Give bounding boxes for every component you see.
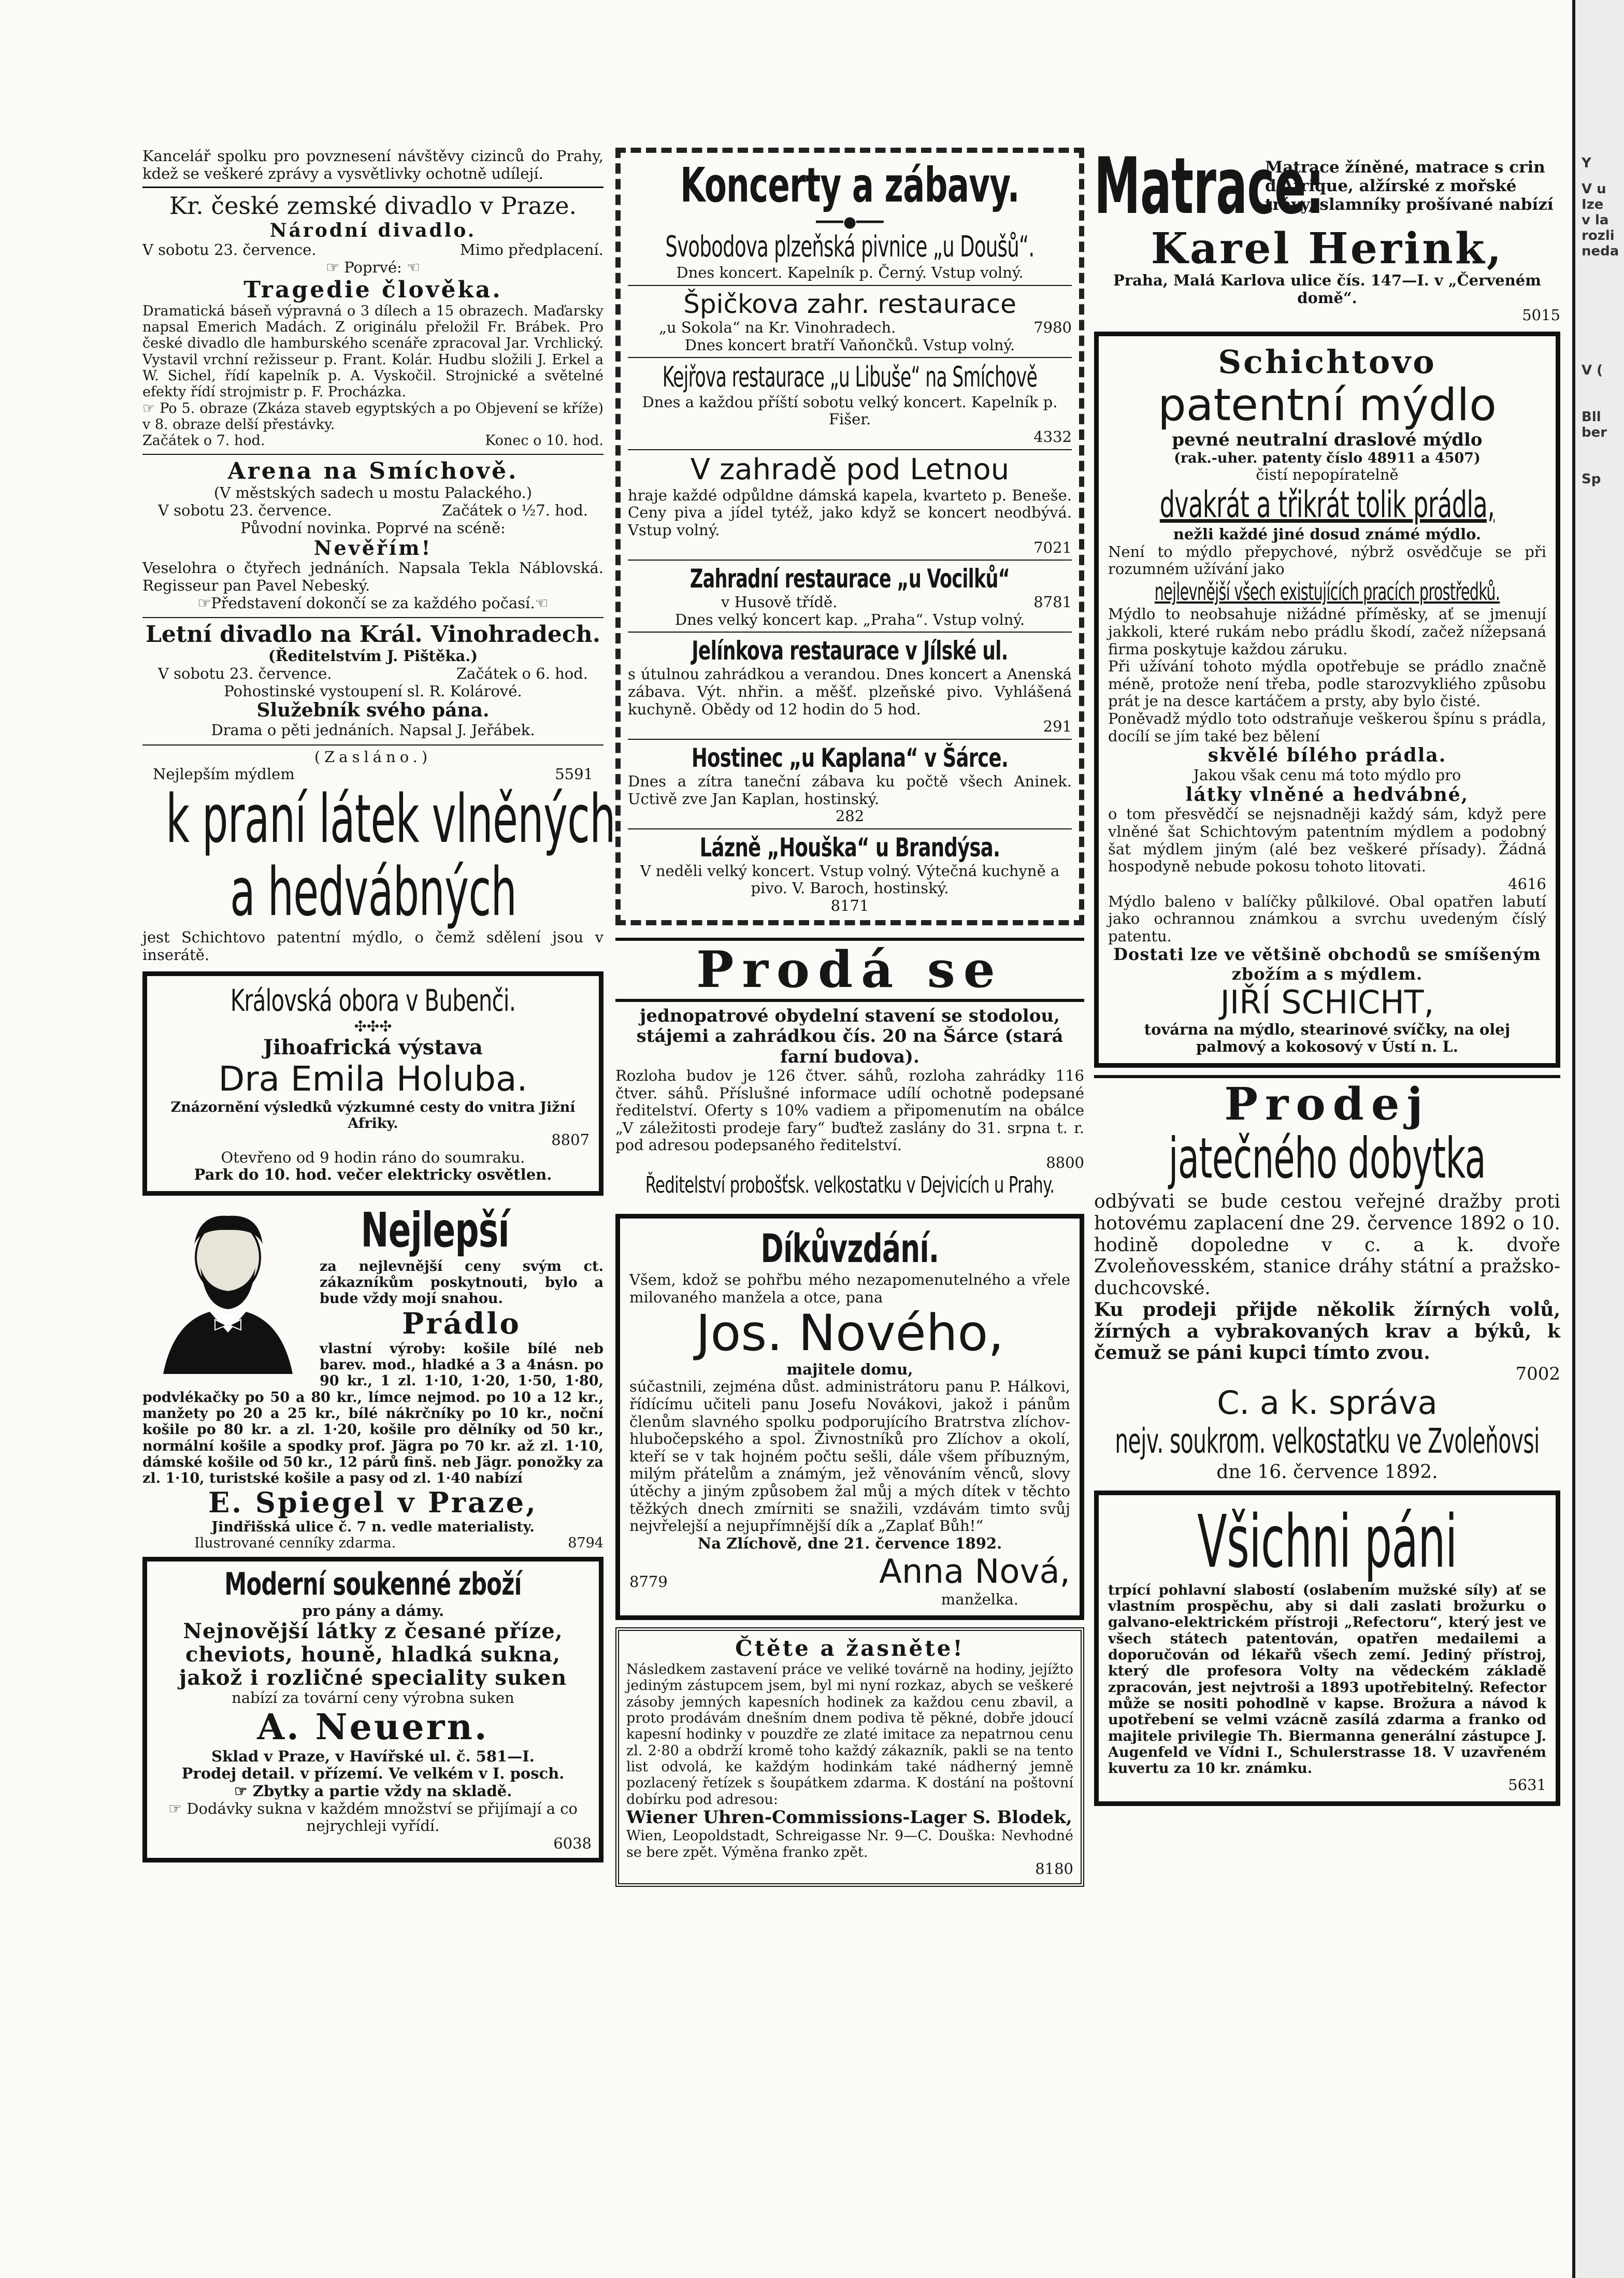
column-left (142, 147, 615, 1870)
divider (628, 285, 1072, 286)
spiegel-address: Jindřišská ulice č. 7 n. vedle materialisty. (211, 1519, 535, 1536)
mattress-title: Matrace: (1094, 141, 1325, 232)
divider (628, 632, 1072, 633)
concerts-section (615, 148, 1084, 925)
ad-number: 8180 (1035, 1860, 1073, 1878)
sale-details: Rozloha budov je 126 čtver. sáhů, rozloha zahrádky 116 čtver. sáhů. Příslušné informace udílí ochotně podepsané ředitelství. Oferty s 10% vadiem a připomenutím na obálce „V záležitosti prodeje fary“ buďtež zaslány do 31. srpna t. r. pod adresou podepsaného ředitelství. (615, 1066, 1084, 1154)
ad-number: 5591 (555, 765, 593, 783)
ad-number: 291 (1043, 718, 1072, 736)
cattle-text: odbývati se bude cestou veřejné dražby proti hotovému zaplacení dne 29. července 1892 o 10. hodině dopoledne v c. a k. dvoře Zvoleňovesském, stanice dráhy státní a pražsko-duchcovské. (1094, 1191, 1560, 1299)
ad-number: 4616 (1508, 875, 1546, 893)
summer-theatre-date: V sobotu 23. července. (158, 664, 332, 682)
schicht-subtitle: pevné neutralní draslové mýdlo (1172, 429, 1483, 450)
schicht-firm: JIŘÍ SCHICHT, (1220, 983, 1434, 1021)
exhibition-subtitle: Jihoafrická výstava (263, 1035, 483, 1059)
hand-pointer-icon: ☜ (535, 594, 549, 612)
venue-libuse-text: Dnes a každou příští sobotu velký koncert. Kapelník p. Fišer. (642, 393, 1058, 428)
divider (615, 999, 1084, 1002)
sent-header: (Zasláno.) (314, 748, 432, 766)
venue-kaplan-title: Hostinec „u Kaplana“ v Šárce. (691, 742, 1009, 773)
schicht-text-2: Mýdlo to neobsahuje nižádné příměsky, ať se jmenují jakkoli, které rukám nebo prádlu škodí, začež nížepsaná firma poskytuje každou záruku. (1108, 605, 1546, 658)
schicht-text-3: Při užívání tohoto mýdla opotřebuje se prádlo značně méně, protože není třeba, podle starozvykliého způsobu prát je na desce kartáčem a prsty, aby bylo čisté. (1108, 657, 1546, 710)
divider (142, 454, 603, 455)
spiegel-ad (142, 1203, 603, 1552)
ornament-divider: ━━━●━━━ (816, 212, 884, 231)
ad-number: 5631 (1508, 1776, 1546, 1794)
summer-theatre-start: Začátek o 6. hod. (456, 664, 588, 682)
ad-number: 282 (835, 807, 865, 825)
schicht-text-5: Jakou však cenu má toto mýdlo pro (1193, 766, 1461, 784)
spiegel-intro: za nejlevnější ceny svým ct. zákazníkům poskytnouti, bylo a bude vždy mojí snahou. (320, 1258, 603, 1307)
spiegel-headline: Nejlepší (361, 1203, 509, 1258)
theatre-first-label (142, 259, 603, 277)
ad-number: 8779 (629, 1573, 668, 1591)
venue-jelinek-title: Jelínkova restaurace v Jílské ul. (692, 636, 1008, 666)
arena-date: V sobotu 23. července. (158, 502, 332, 520)
watch-firm: Wiener Uhren-Commissions-Lager S. Blodek, (626, 1807, 1072, 1828)
divider (1094, 1075, 1560, 1078)
theatre-description: Dramatická báseň výpravná o 3 dílech a 15 obrazech. Maďarsky napsal Emerich Madách. Z originálu přeložil Fr. Brábek. Pro české divadlo dle hamburského scenáře zpracoval Jar. Vrchlický. Vystavil vrchní režisseur p. Frant. Kolár. Hudbu složili J. Erkel a W. Sichel, řídí kapelník p. A. Vyskočil. Strojnické a světelné efekty řídí strojmistr p. F. Procházka. (142, 303, 603, 400)
spiegel-pradlo: Prádlo (402, 1306, 521, 1341)
schicht-double: dvakrát a třikrát tolik prádla, (1159, 483, 1495, 526)
schicht-factory: továrna na mýdlo, stearinové svíčky, na olej palmový a kokosový v Ústí n. L. (1144, 1020, 1511, 1056)
sale-signature: Ředitelství probošťsk. velkostatku v Dejvicích u Prahy. (645, 1171, 1055, 1198)
edge-fragment: Y (1582, 155, 1591, 171)
schicht-white: skvělé bílého prádla. (1208, 744, 1447, 767)
theatre-note (142, 400, 603, 433)
ad-number: 8800 (1046, 1154, 1084, 1172)
venue-spicka-text: Dnes koncert bratří Vaňončků. Vstup volný. (684, 336, 1015, 354)
arena-title: Arena na Smíchově. (227, 458, 519, 485)
ornament-divider: ✣✣✣ (354, 1017, 392, 1035)
watch-sale-ad (615, 1627, 1084, 1886)
divider (628, 828, 1072, 829)
sale-title: Prodá se (696, 940, 1003, 999)
theatre-date: V sobotu 23. července. (142, 241, 317, 259)
venue-vocilka-sub: v Husově třídě. (721, 593, 838, 611)
cattle-text-2: Ku prodeji přijde několik žírných volů, žírných a vybrakovaných krav a býků, k čemuž se páni kupci tímto zvou. (1094, 1298, 1560, 1364)
neuern-delivery (154, 1800, 592, 1835)
spiegel-catalogue: Ilustrované cenníky zdarma. (194, 1535, 396, 1552)
schicht-soap-ad (1094, 332, 1560, 1068)
summer-theatre-guest: Pohostinské vystoupení sl. R. Kolárové. (224, 682, 522, 700)
mattress-ad (1094, 141, 1560, 324)
edge-fragment: ber (1582, 425, 1607, 440)
arena-location: (V městských sadech u mostu Palackého.) (213, 484, 533, 502)
edge-fragment: Bll (1582, 409, 1601, 425)
cattle-sale-ad (1094, 1075, 1560, 1483)
hand-pointer-icon: ☞ (142, 400, 155, 417)
schicht-text-7: Mýdlo baleno v balíčky půlkilové. Obal opatřen labutí jako ochrannou známkou a svrchu uvedeným číslý patentu. (1108, 892, 1546, 945)
schicht-text-1: Není to mýdlo přepychové, nýbrž osvědčuje se při rozumném užívání jako (1108, 542, 1546, 578)
national-theatre-ad (142, 192, 603, 449)
venue-libuse-title: Kejřova restaurace „u Libuše“ na Smíchově (662, 361, 1038, 394)
divider (628, 560, 1072, 561)
venue-houska-text: V neděli velký koncert. Vstup volný. Výtečná kuchyně a pivo. V. Baroch, hostinský. (640, 862, 1060, 897)
neuern-subtitle: pro pány a dámy. (301, 1602, 444, 1620)
exhibition-hours: Otevřeno od 9 hodin ráno do soumraku. (221, 1148, 525, 1166)
sent-text: jest Schichtovo patentní mýdlo, o čemž sdělení jsou v inserátě. (142, 928, 603, 964)
edge-fragment: V ( (1582, 363, 1603, 378)
summer-theatre-author: Drama o pěti jednáních. Napsal J. Jeřábek. (211, 721, 535, 739)
watch-title: Čtěte a žasněte! (735, 1636, 965, 1661)
delivery-text: Dodávky sukna v každém množství se přijímají a co nejrychleji vyřídí. (186, 1799, 578, 1835)
exhibition-park-hours: Park do 10. hod. večer elektricky osvětlen. (194, 1166, 552, 1184)
neuern-offer: Nejnovější látky z česané příze, cheviots, houně, hladká sukna, jakož i rozličné speciality suken (179, 1618, 567, 1690)
venue-spicka-title: Špičkova zahr. restaurace (683, 289, 1016, 319)
schicht-availability: Dostati lze ve většině obchodů se smíšeným zbožím a s mýdlem. (1113, 944, 1541, 984)
venue-vocilka-title: Zahradní restaurace „u Vocilků“ (689, 564, 1010, 594)
theatre-subscription: Mimo předplacení. (459, 241, 603, 259)
venue-letna-title: V zahradě pod Letnou (690, 452, 1010, 486)
deceased-occupation: majitele domu, (786, 1360, 913, 1378)
ad-number: 7980 (1033, 318, 1072, 336)
holub-exhibition-ad (142, 971, 603, 1196)
venue-houska-title: Lázně „Houška“ u Brandýsa. (699, 832, 1000, 863)
venue-letna-text: hraje každé odpůldne dámská kapela, kvarteto p. Beneše. Ceny piva a jídel tytéž, jako když se koncert neodbývá. Vstup volný. (628, 486, 1072, 539)
thanks-intro: Všem, kdož se pohřbu mého nezapomenutelného a vřele milovaného manžela a otce, pana (629, 1270, 1070, 1306)
watch-address: Wien, Leopoldstadt, Schreigasse Nr. 9—C. Douška: Nevhodné se bere zpět. Výměna franko zpět. (626, 1828, 1073, 1860)
edge-fragment: Ize (1582, 197, 1604, 212)
schicht-headline: patentní mýdlo (1158, 379, 1497, 431)
ad-number: 4332 (1033, 428, 1072, 446)
schicht-text-6: o tom přesvědčí se nejsnadněji každý sám, když pere vlněné šat Schichtovým patentním mýdlem a podobný šat mýdlem jiným (alé bez veškeré přísady). Žádná hospodyně nebude pokosu tohoto litovati. (1108, 805, 1546, 876)
venue-vocilka-text: Dnes velký koncert kap. „Praha“. Vstup volný. (674, 610, 1025, 628)
exhibition-name: Dra Emila Holuba. (218, 1058, 528, 1099)
neuern-title: Moderní soukenné zboží (224, 1566, 522, 1602)
venue-spicka-sub: „u Sokola“ na Kr. Vinohradech. (659, 318, 896, 336)
cattle-date: dne 16. července 1892. (1216, 1461, 1438, 1483)
theatre-title: Kr. české zemské divadlo v Praze. (169, 192, 577, 220)
note-text: Po 5. obraze (Zkáza staveb egyptských a po Objevení se kříže) v 8. obraze delší přestávky. (142, 400, 603, 433)
thanks-place-date: Na Zlíchově, dne 21. července 1892. (697, 1534, 1002, 1552)
ad-number: 6038 (553, 1834, 592, 1852)
tourism-office-notice: Kancelář spolku pro povznesení návštěvy cizinců do Prahy, kdež se veškeré zprávy a vysvětlivky ochotně udílejí. (142, 147, 603, 182)
refector-ad (1094, 1491, 1560, 1806)
deceased-name: Jos. Nového, (696, 1304, 1004, 1363)
ad-number: 8171 (830, 897, 869, 914)
divider (628, 449, 1072, 450)
cattle-signature-1: C. a k. správa (1217, 1384, 1438, 1422)
sale-farmhouse-ad (615, 938, 1084, 1198)
remnants-text: Zbytky a partie vždy na skladě. (252, 1782, 512, 1800)
concerts-title: Koncerty a zábavy. (680, 157, 1019, 213)
cattle-title: Prodej (1224, 1078, 1430, 1130)
exhibition-description: Znázornění výsledků výzkumné cesty do vnitra Jižní Afriky. (170, 1099, 576, 1131)
schicht-wool: látky vlněné a hedvábné, (1185, 783, 1469, 806)
neuern-address: Sklad v Praze, v Havířské ul. č. 581—I. (211, 1747, 535, 1765)
ad-number: 7002 (1515, 1364, 1560, 1385)
arena-ad (142, 458, 603, 612)
edge-fragment: neda (1582, 243, 1619, 259)
edge-fragment: v la (1582, 212, 1609, 228)
neuern-name: A. Neuern. (257, 1706, 489, 1748)
neuern-ad (142, 1557, 603, 1862)
ad-number: 8781 (1033, 593, 1072, 611)
venue-dousu-title: Svobodova plzeňská pivnice „u Doušů“. (665, 230, 1034, 264)
note-text: Představení dokončí se za každého počasí. (211, 594, 535, 612)
summer-theatre-director: (Ředitelstvím J. Pištěka.) (268, 647, 478, 665)
divider (628, 739, 1072, 740)
arena-description: Veselohra o čtyřech jednáních. Napsala Tekla Náblovská. Regisseur pan Pavel Nebeský. (142, 559, 603, 595)
schicht-patents: (rak.-uher. patenty číslo 48911 a 4507) (1174, 450, 1481, 466)
venue-dousu-text: Dnes koncert. Kapelník p. Černý. Vstup volný. (676, 264, 1024, 282)
spiegel-price-list: vlastní výroby: košile bílé neb barev. mod., hladké a 3 a 4násn. po 90 kr., 1 zl. 1·10, 1·20, 1·50, 1·80, podvlékačky po 50 a 80 kr., límce nejmod. po 10 a 12 kr., manžety po 20 a 25 kr., bílé nákrčníky po 10 kr., noční košile po 80 kr. a zl. 1·20, košile pro dělníky od 50 kr., normální košile a spodky prof. Jägra po 70 kr. až zl. 1·10, dámské košile od 50 kr., 12 párů finš. neb Jägr. ponožky za zl. 1·10, turistské košile a pasy od zl. 1·40 nabízí (142, 1340, 603, 1487)
schicht-cheapest: nejlevnější všech existujících pracích prostředků. (1154, 578, 1500, 606)
column-middle (615, 148, 1084, 1892)
exhibition-venue: Královská obora v Bubenči. (230, 982, 516, 1018)
theatre-start: Začátek o 7. hod. (142, 433, 265, 449)
edge-fragment: V u (1582, 181, 1606, 197)
hand-pointer-icon: ☞ (168, 1799, 182, 1817)
first-label: Poprvé: (344, 258, 402, 276)
schicht-cleans: čistí nepopíratelně (1256, 466, 1399, 484)
ad-number: 7021 (1033, 538, 1072, 556)
widow-role: manželka. (941, 1590, 1018, 1608)
silk-headline: a hedvábných (230, 853, 517, 931)
edge-fragment: rozli (1582, 228, 1615, 243)
schicht-text-4: Poněvadž mýdlo toto odstraňuje veškerou špínu s prádla, docílí se jím také bez bělení (1108, 710, 1546, 745)
mattress-address: Praha, Malá Karlova ulice čís. 147—I. v „Červeném domě“. (1113, 271, 1541, 307)
sent-notice (142, 748, 615, 964)
wool-headline: k praní látek vlněných (166, 780, 615, 858)
hand-pointer-icon: ☞ (326, 258, 339, 276)
summer-theatre-ad (142, 621, 603, 739)
best-soap-label: Nejlepším mýdlem (153, 765, 295, 783)
arena-weather-note (142, 595, 603, 612)
theatre-subtitle: Národní divadlo. (269, 219, 477, 241)
arena-play-title: Nevěřím! (313, 536, 433, 560)
cattle-signature-2: nejv. soukrom. velkostatku ve Zvoleňovsi (1115, 1421, 1540, 1462)
schicht-title: Schichtovo (1218, 343, 1436, 381)
mattress-dealer: Karel Herink, (1151, 224, 1504, 274)
schicht-than: nežli každé jiné dosud známé mýdlo. (1173, 525, 1482, 543)
widow-signature: Anna Nová, (879, 1552, 1070, 1591)
summer-theatre-title: Letní divadlo na Král. Vinohradech. (145, 621, 601, 648)
mattress-list: Matrace žíněné, matrace s crin d'Afrique, alžírské z mořské trávy, slamníky prošívané nabízí (1265, 158, 1554, 214)
arena-novelty: Původní novinka. Poprvé na scéně: (240, 519, 506, 537)
ad-number: 8794 (568, 1535, 603, 1552)
neuern-remnants (154, 1783, 592, 1800)
hand-pointer-icon: ☞ (197, 594, 211, 612)
neuern-factory-price: nabízí za tovární ceny výrobna suken (232, 1689, 514, 1707)
venue-kaplan-text: Dnes a zítra taneční zábava ku počtě všech Aninek. Uctivě zve Jan Kaplan, hostinský. (628, 772, 1072, 808)
divider (142, 744, 603, 746)
refector-text: trpící pohlavní slabostí (oslabením mužské síly) ať se vlastním prospěchu, aby si dali zaslati brožurku o galvano-elektrickém přístroji „Refectoru“, který jest ve všech státech patentován, opatřen medailemi a doporučován od lékařů všech zemí. Jediný přístroj, který dle profesora Volty na vědeckém základě zpracován, jest nejvtroši a 1893 upotřebitelný. Refector může se nositi pohodlně v kapse. Brožura a návod k upotřebení se velmi vzácně zasílá zdarma a franko od majitele privilegie Th. Biermanna generální zástupce J. Augenfeld ve Vídni I., Schulerstrasse 18. V uzavřeném kuvertu za 10 kr. známku. (1108, 1582, 1546, 1777)
ad-number: 8807 (551, 1131, 590, 1149)
divider (142, 187, 603, 188)
adjacent-page-edge (1572, 0, 1624, 2278)
thanks-body: súčastnili, zejména důst. administrátoru panu P. Hálkovi, řídícímu učiteli panu Josefu Novákovi, jakož i pánům členům slavného spolku podporujícího Bratrstva zlíchov-hlubočepského a spol. Živnostníků pro Zlíchov a okolí, kteří se v tak hojném počtu sešli, dále všem příbuzným, milým přátelům a známým, jež věnováním věnců, slovy útěchy a jiným způsobem žal můj a mých dítek v těchto těžkých dnech zmírniti se snažili, vzdávám timto svůj nejvřelejší a nejupřímnější dík a „Zaplať Bůh!“ (629, 1378, 1070, 1535)
thanks-title: Díkůvzdání. (760, 1225, 939, 1271)
hand-pointer-icon: ☜ (406, 258, 420, 276)
hand-pointer-icon: ☞ (234, 1782, 248, 1800)
edge-fragment: Sp (1582, 471, 1601, 487)
spiegel-firm-name: E. Spiegel v Praze, (208, 1486, 538, 1520)
divider (628, 357, 1072, 358)
cattle-headline: jatečného dobytka (1168, 1126, 1486, 1191)
sale-subject: jednopatrové obydelní stavení se stodolou, stájemi a zahrádkou čís. 20 na Šárce (stará farní budova). (636, 1005, 1063, 1067)
theatre-end: Konec o 10. hod. (485, 433, 603, 449)
arena-start: Začátek o ½7. hod. (441, 502, 588, 520)
thanks-notice (615, 1214, 1084, 1621)
ad-number: 5015 (1522, 306, 1560, 324)
divider (142, 617, 603, 618)
summer-theatre-play: Služebník svého pána. (256, 699, 490, 722)
watch-text: Následkem zastavení práce ve veliké továrně na hodiny, jejížto jediným zástupcem jsem, byl mi nyní rozkaz, abych se veškeré zásoby jemných kapesních hodinek za každou cenu zbavil, a proto prodávám dnešním dnem podiva tě pěkné, dobře jdoucí kapesní hodinky v pouzdře ze zlaté imitace za nepatrnou cenu zl. 2·80 a obdrží kromě toho každý zákazník, pakli se na tento list odvolá, ke každým hodinkám také nádherný jemně pozlacený řetízek s šoupátkem zdarma. K dostání na poštovní dobírku pod adresou: (626, 1661, 1073, 1808)
venue-jelinek-text: s útulnou zahrádkou a verandou. Dnes koncert a Anenská zábava. Výt. nhřin. a měšť. plzeňské pivo. Vyhlášená kuchyně. Obědy od 12 hodin do 5 hod. (628, 665, 1072, 718)
refector-title: Všichni páni (1197, 1499, 1457, 1584)
theatre-play-title: Tragedie člověka. (243, 276, 502, 303)
neuern-retail: Prodej detail. v přízemí. Ve velkém v I. posch. (181, 1765, 565, 1783)
column-right (1094, 141, 1560, 1813)
